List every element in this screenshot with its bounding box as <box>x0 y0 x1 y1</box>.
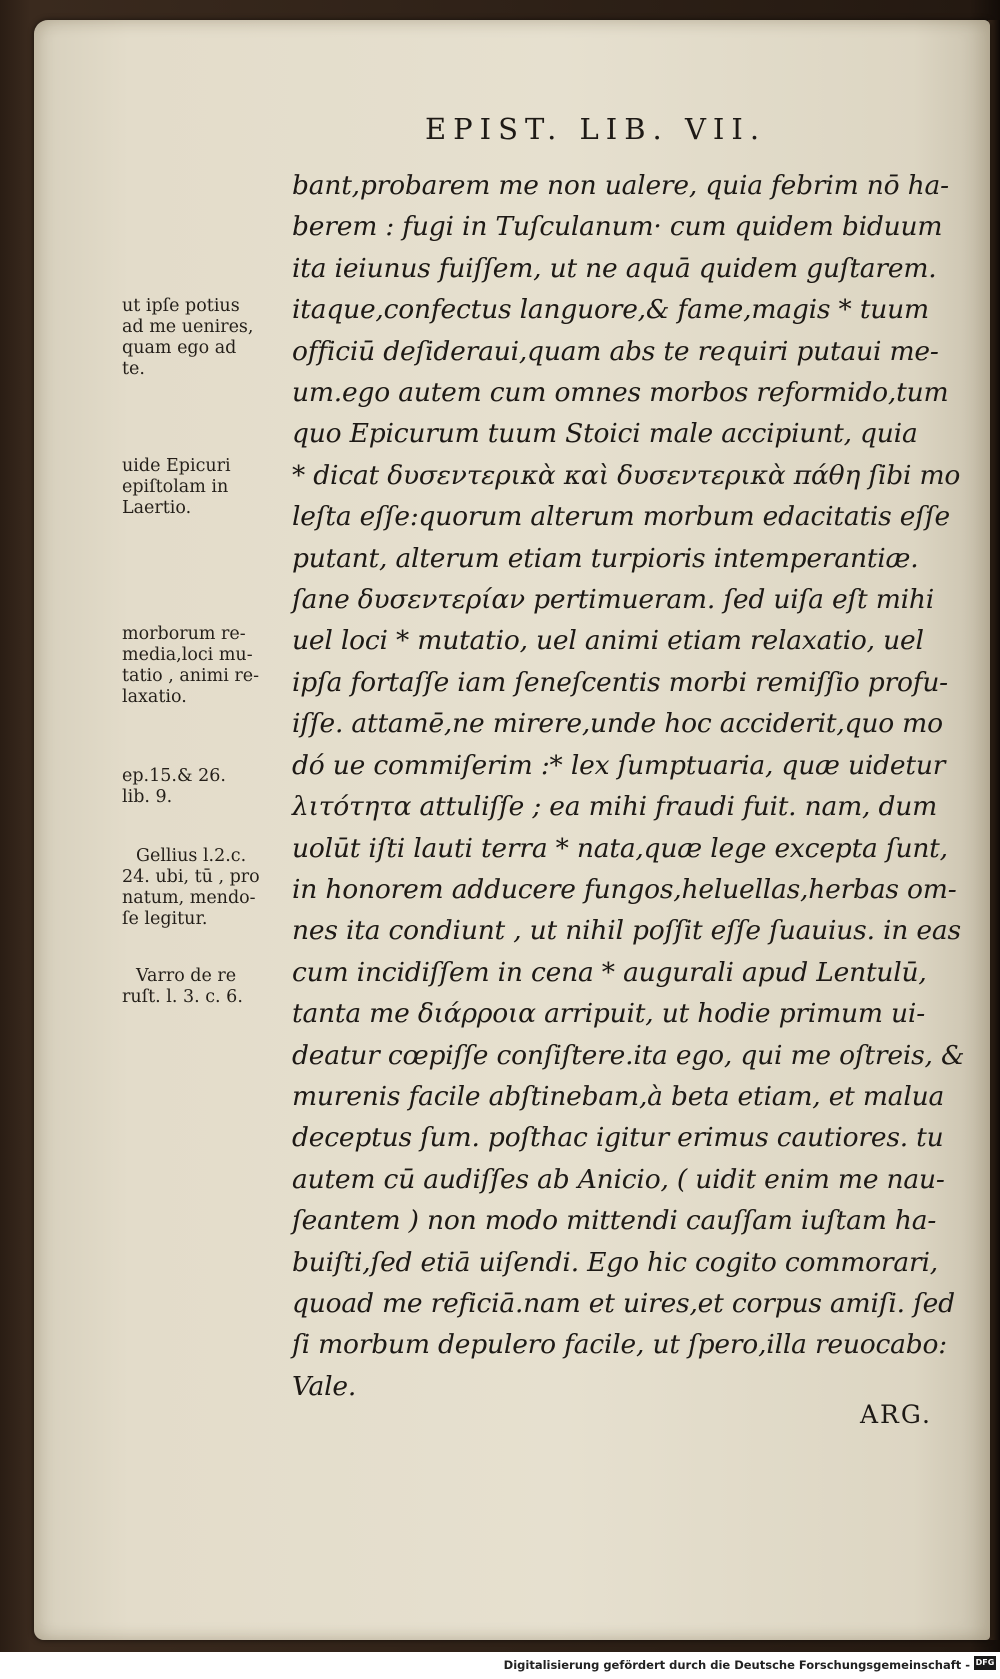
text-line: uolūt iſti lauti terra * nata,quæ lege excepta ſunt, <box>292 832 948 864</box>
text-line: iſſe. attamē,ne mirere,unde hoc acciderit,quo mo <box>292 708 943 740</box>
note-line: ſe legitur. <box>122 909 208 929</box>
note-line: ep.15.& 26. <box>122 766 226 786</box>
marginal-note <box>122 966 243 1008</box>
text-line: officiū deſideraui,quam abs te requiri putaui me- <box>292 335 939 367</box>
text-line: Vale. <box>292 1370 357 1402</box>
note-line: ruſt. l. 3. c. 6. <box>122 987 243 1007</box>
note-line: uide Epicuri <box>122 456 231 476</box>
marginal-note <box>122 296 253 380</box>
text-line: quo Epicurum tuum Stoici male accipiunt, quia <box>292 418 918 450</box>
footer-credit: Digitalisierung gefördert durch die Deutsche Forschungsgemeinschaft - <box>503 1658 970 1672</box>
text-line: murenis facile abſtinebam,à beta etiam, et malua <box>292 1080 945 1112</box>
text-line: tanta me διάρροια arripuit, ut hodie primum ui- <box>292 998 925 1030</box>
note-line: te. <box>122 359 145 379</box>
text-line: deatur cœpiſſe conſiſtere.ita ego, qui me oſtreis, & <box>292 1039 965 1071</box>
main-text <box>292 165 965 1407</box>
note-line: Varro de re <box>136 966 237 986</box>
text-line: um.ego autem cum omnes morbos reformido,tum <box>292 377 949 409</box>
marginal-note <box>122 846 260 930</box>
text-line: dó ue commiſerim :* lex ſumptuaria, quæ uidetur <box>292 749 946 781</box>
dfg-logo-icon: DFG <box>974 1656 996 1670</box>
note-line: tatio , animi re- <box>122 666 260 686</box>
text-line: ſane δυσεντερίαν pertimueram. ſed uiſa eſt mihi <box>292 584 935 616</box>
text-line: itaque,confectus languore,& fame,magis * tuum <box>292 294 929 326</box>
text-line: λιτότητα attuliſſe ; ea mihi fraudi fuit. nam, dum <box>292 791 938 823</box>
text-line: ipſa fortaſſe iam ſeneſcentis morbi remiſſio profu- <box>292 666 948 698</box>
text-line: * dicat δυσεντερικὰ καὶ δυσεντερικὰ πάθη ſibi mo <box>292 459 961 491</box>
text-line: berem : fugi in Tuſculanum· cum quidem biduum <box>292 211 943 243</box>
note-line: quam ego ad <box>122 338 237 358</box>
note-line: media,loci mu- <box>122 645 253 665</box>
marginal-note <box>122 624 259 708</box>
note-line: Laertio. <box>122 498 192 518</box>
text-line: ſeantem ) non modo mittendi cauſſam iuſtam ha- <box>292 1205 937 1237</box>
text-line: putant, alterum etiam turpioris intemperantiæ. <box>292 542 919 574</box>
note-line: morborum re- <box>122 624 246 644</box>
note-line: 24. ubi, tū , pro <box>122 867 260 887</box>
note-line: ad me uenires, <box>122 317 254 337</box>
note-line: lib. 9. <box>122 787 173 807</box>
text-line: bant,probarem me non ualere, quia febrim nō ha- <box>292 170 949 201</box>
note-line: natum, mendo- <box>122 888 256 908</box>
note-line: laxatio. <box>122 687 187 707</box>
marginal-note <box>122 456 231 519</box>
text-line: autem cū audiſſes ab Anicio, ( uidit enim me nau- <box>292 1163 945 1195</box>
text-line: quoad me reficiā.nam et uires,et corpus amiſi. ſed <box>292 1287 955 1319</box>
catchword: ARG. <box>860 1400 932 1429</box>
note-line: epiſtolam in <box>122 477 229 497</box>
note-line: ut ipſe potius <box>122 296 240 316</box>
text-line: buiſti,ſed etiā uiſendi. Ego hic cogito commorari, <box>292 1246 938 1278</box>
text-line: nes ita condiunt , ut nihil poſſit eſſe ſuauius. in eas <box>292 915 961 947</box>
text-line: cum incidiſſem in cena * augurali apud Lentulū, <box>292 956 927 988</box>
note-line: Gellius l.2.c. <box>136 846 247 866</box>
text-line: deceptus ſum. poſthac igitur erimus cautiores. tu <box>292 1122 944 1154</box>
text-line: ſi morbum depulero facile, ut ſpero,illa reuocabo: <box>292 1329 947 1361</box>
running-head: EPIST. LIB. VII. <box>425 112 767 146</box>
marginal-note <box>122 766 226 808</box>
text-line: uel loci * mutatio, uel animi etiam relaxatio, uel <box>292 625 924 657</box>
text-line: leſta eſſe:quorum alterum morbum edacitatis eſſe <box>292 501 950 533</box>
text-line: ita ieiunus fuiſſem, ut ne aquā quidem guſtarem. <box>292 252 937 284</box>
text-line: in honorem adducere fungos,heluellas,herbas om- <box>292 873 957 905</box>
